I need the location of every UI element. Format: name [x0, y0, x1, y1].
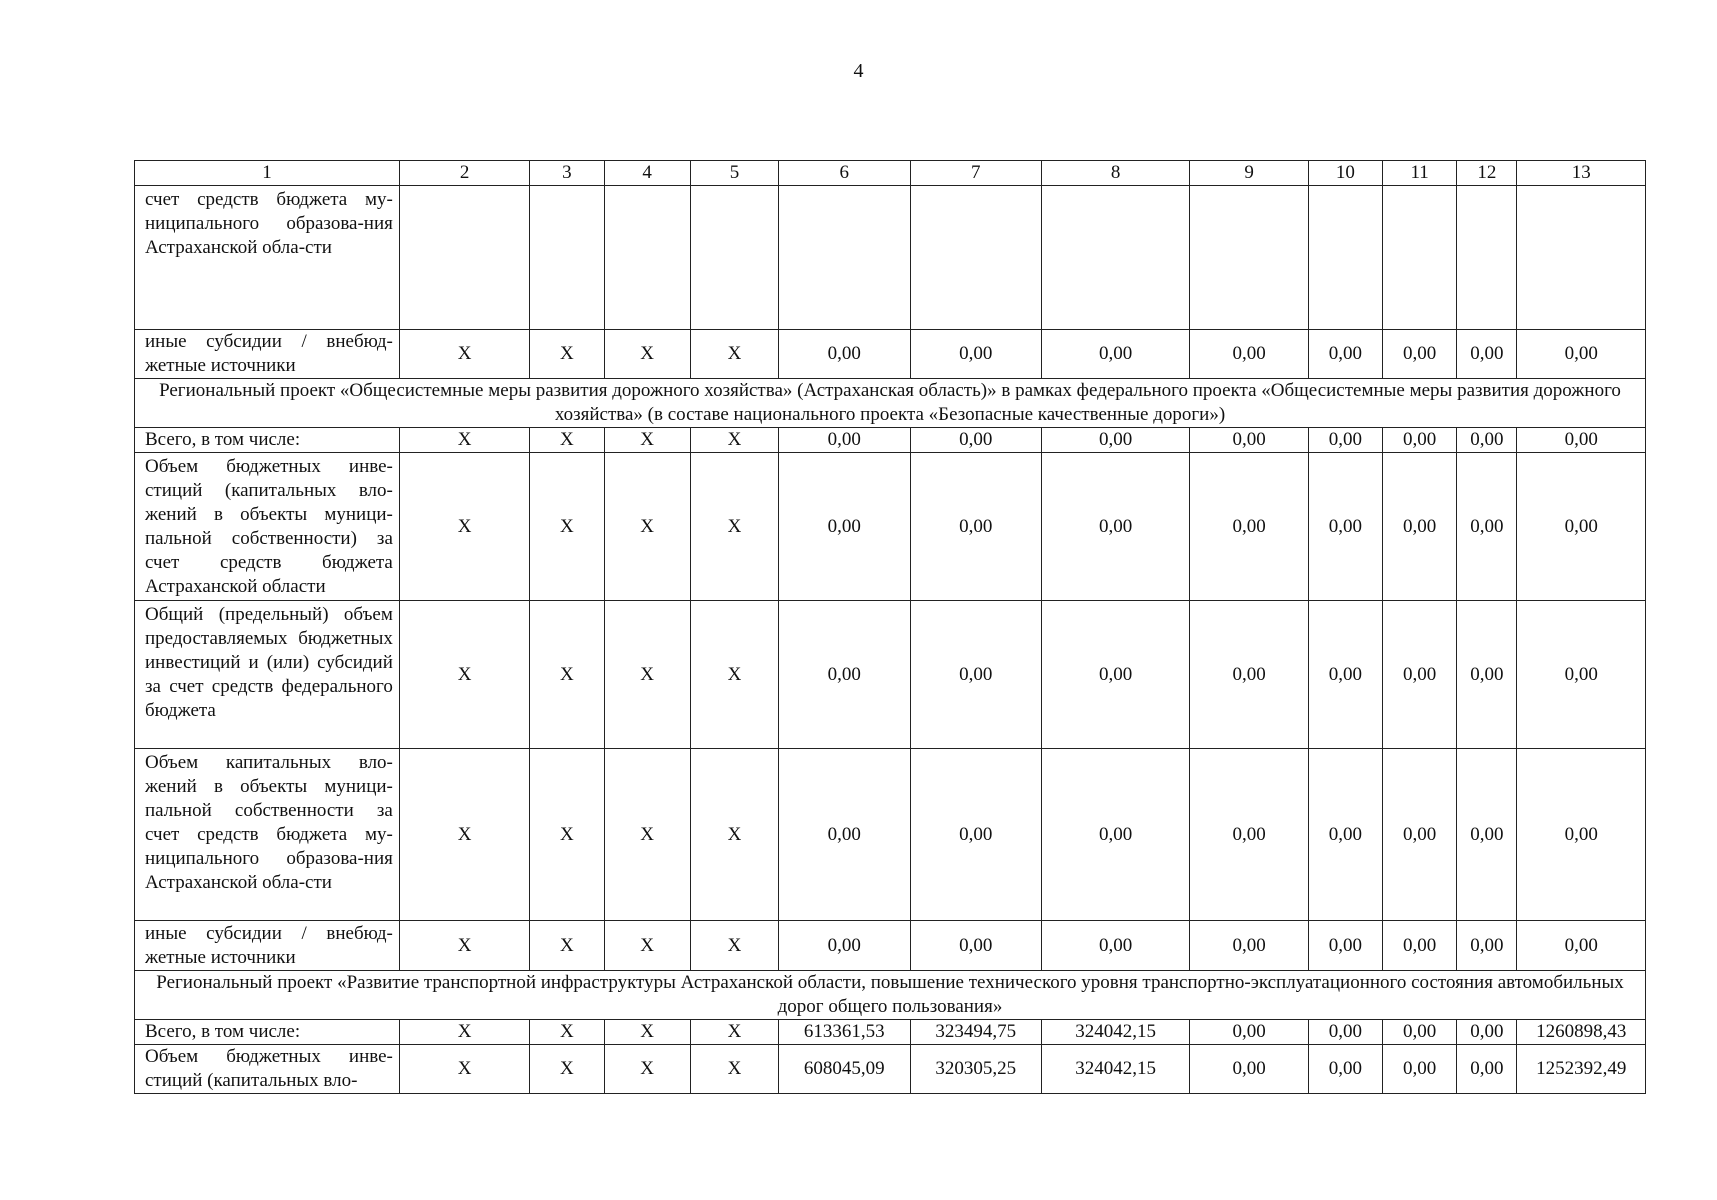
table-cell: 0,00 [1308, 749, 1382, 921]
table-cell: 0,00 [1457, 1020, 1517, 1045]
table-cell: 0,00 [779, 428, 910, 453]
table-cell: 0,00 [1383, 428, 1457, 453]
table-cell: 0,00 [1308, 601, 1382, 749]
column-header: 5 [690, 161, 778, 186]
table-cell: 0,00 [779, 601, 910, 749]
table-cell [910, 186, 1041, 330]
table-cell: 0,00 [910, 601, 1041, 749]
table-cell: 0,00 [1041, 921, 1189, 971]
table-cell: 0,00 [1190, 749, 1308, 921]
table-cell: X [530, 1020, 604, 1045]
section-row [135, 971, 1646, 1020]
table-cell: 324042,15 [1041, 1045, 1189, 1094]
table-cell: 0,00 [1190, 1045, 1308, 1094]
table-cell: 0,00 [779, 330, 910, 379]
budget-table [134, 160, 1646, 1094]
table-row [135, 921, 1646, 971]
table-row [135, 330, 1646, 379]
table-cell: 0,00 [1190, 453, 1308, 601]
table-cell: X [530, 428, 604, 453]
table-cell: X [690, 749, 778, 921]
table-cell: 0,00 [1517, 749, 1646, 921]
table-cell [1190, 186, 1308, 330]
column-header: 6 [779, 161, 910, 186]
page-number: 4 [853, 60, 864, 82]
table-row [135, 749, 1646, 921]
table-cell: X [690, 1020, 778, 1045]
column-header: 8 [1041, 161, 1189, 186]
row-label: иные субсидии / внебюд-жетные источники [135, 921, 400, 971]
table-cell: X [399, 330, 529, 379]
row-label: Всего, в том числе: [135, 1020, 400, 1045]
table-cell: 0,00 [1383, 453, 1457, 601]
table-cell: 0,00 [1517, 601, 1646, 749]
table-cell: 0,00 [1308, 330, 1382, 379]
table-cell: X [530, 749, 604, 921]
table-cell [604, 186, 690, 330]
table-cell: 0,00 [910, 330, 1041, 379]
table-cell: 0,00 [1517, 330, 1646, 379]
table-cell: 0,00 [910, 749, 1041, 921]
table-cell: X [530, 1045, 604, 1094]
column-header: 12 [1457, 161, 1517, 186]
table-cell [399, 186, 529, 330]
table-cell: 0,00 [779, 921, 910, 971]
table-cell: X [690, 428, 778, 453]
table-cell: 608045,09 [779, 1045, 910, 1094]
table-cell: 0,00 [1041, 330, 1189, 379]
table-cell: 0,00 [1517, 428, 1646, 453]
table-row [135, 1020, 1646, 1045]
section-row [135, 379, 1646, 428]
table-cell: X [690, 1045, 778, 1094]
table-cell [530, 186, 604, 330]
table-cell: X [690, 601, 778, 749]
table-cell: 0,00 [1190, 601, 1308, 749]
column-header: 9 [1190, 161, 1308, 186]
table-cell: X [399, 1020, 529, 1045]
table-cell: 0,00 [1457, 749, 1517, 921]
section-title: Региональный проект «Развитие транспортной инфраструктуры Астраханской области, повышение технического уровня транспортно-эксплуатационного состояния автомобильных дорог общего пользования» [135, 971, 1646, 1020]
table-cell: X [604, 921, 690, 971]
table-cell: 0,00 [1383, 749, 1457, 921]
row-label: Объем бюджетных инве-стиций (капитальных вло- [135, 1045, 400, 1094]
table-cell: 0,00 [1457, 1045, 1517, 1094]
table-cell: 324042,15 [1041, 1020, 1189, 1045]
column-header: 13 [1517, 161, 1646, 186]
table-cell: X [604, 1045, 690, 1094]
table-cell: 0,00 [1457, 601, 1517, 749]
table-cell: X [604, 749, 690, 921]
table-cell: 613361,53 [779, 1020, 910, 1045]
table-cell: X [530, 330, 604, 379]
row-label: Объем бюджетных инве-стиций (капитальных вло-жений в объекты муници-пальной собственности) за счет средств бюджета Астраханской области [135, 453, 400, 601]
column-header: 1 [135, 161, 400, 186]
table-row [135, 1045, 1646, 1094]
table-cell: 0,00 [1383, 601, 1457, 749]
table-cell: X [690, 330, 778, 379]
table-row [135, 186, 1646, 330]
table-cell: 0,00 [1457, 453, 1517, 601]
table-cell: 0,00 [1517, 921, 1646, 971]
table-cell: 0,00 [1041, 453, 1189, 601]
table-cell: X [399, 1045, 529, 1094]
table-cell: X [399, 428, 529, 453]
table-cell: 0,00 [1457, 330, 1517, 379]
table-cell: 0,00 [1383, 330, 1457, 379]
column-header: 4 [604, 161, 690, 186]
table-cell: X [399, 453, 529, 601]
column-header: 10 [1308, 161, 1382, 186]
row-label: счет средств бюджета му-ниципального образова-ния Астраханской обла-сти [135, 186, 400, 330]
table-cell: X [399, 749, 529, 921]
table-cell: 0,00 [1308, 921, 1382, 971]
table-cell [1308, 186, 1382, 330]
table-cell: X [604, 601, 690, 749]
table-cell: 0,00 [1308, 1020, 1382, 1045]
column-header: 11 [1383, 161, 1457, 186]
table-cell: X [399, 601, 529, 749]
column-header: 3 [530, 161, 604, 186]
column-header: 7 [910, 161, 1041, 186]
table-row [135, 601, 1646, 749]
table-cell: 0,00 [1457, 921, 1517, 971]
table-cell: 0,00 [779, 749, 910, 921]
table-cell: 0,00 [1190, 428, 1308, 453]
table-cell: 320305,25 [910, 1045, 1041, 1094]
table-cell: 0,00 [1308, 1045, 1382, 1094]
table-cell: 323494,75 [910, 1020, 1041, 1045]
table-cell: X [399, 921, 529, 971]
table-cell: X [530, 453, 604, 601]
row-label: иные субсидии / внебюд-жетные источники [135, 330, 400, 379]
table-cell: 0,00 [1041, 749, 1189, 921]
table-cell: X [530, 601, 604, 749]
table-cell: 0,00 [1041, 601, 1189, 749]
table-cell: 0,00 [779, 453, 910, 601]
table-cell: X [604, 1020, 690, 1045]
table-cell [1041, 186, 1189, 330]
table-cell: X [604, 453, 690, 601]
table-cell: 0,00 [1517, 453, 1646, 601]
table-cell [690, 186, 778, 330]
table-cell: 0,00 [910, 428, 1041, 453]
row-label: Общий (предельный) объем предоставляемых бюджетных инвестиций и (или) субсидий за счет средств федерального бюджета [135, 601, 400, 749]
table-cell: 0,00 [910, 453, 1041, 601]
section-title: Региональный проект «Общесистемные меры развития дорожного хозяйства» (Астраханская область)» в рамках федерального проекта «Общесистемные меры развития дорожного хозяйства» (в составе национального проекта «Безопасные качественные дороги») [135, 379, 1646, 428]
table-cell: 0,00 [1308, 428, 1382, 453]
table-cell: 0,00 [1041, 428, 1189, 453]
table-cell: 0,00 [1383, 1045, 1457, 1094]
table-cell: 0,00 [1190, 921, 1308, 971]
table-cell: X [690, 453, 778, 601]
table-cell [1383, 186, 1457, 330]
table-cell: 0,00 [910, 921, 1041, 971]
table-cell: 1260898,43 [1517, 1020, 1646, 1045]
table-cell [1517, 186, 1646, 330]
header-row [135, 161, 1646, 186]
table-cell: 0,00 [1457, 428, 1517, 453]
column-header: 2 [399, 161, 529, 186]
row-label: Всего, в том числе: [135, 428, 400, 453]
table-cell: X [690, 921, 778, 971]
table-cell: 0,00 [1383, 921, 1457, 971]
table-cell: X [604, 428, 690, 453]
table-cell: X [604, 330, 690, 379]
table-row [135, 428, 1646, 453]
table-cell: 0,00 [1190, 330, 1308, 379]
table-cell: 1252392,49 [1517, 1045, 1646, 1094]
table-cell: 0,00 [1190, 1020, 1308, 1045]
table-cell [779, 186, 910, 330]
table-cell [1457, 186, 1517, 330]
table-cell: X [530, 921, 604, 971]
table-cell: 0,00 [1383, 1020, 1457, 1045]
table-cell: 0,00 [1308, 453, 1382, 601]
table-row [135, 453, 1646, 601]
row-label: Объем капитальных вло-жений в объекты муници-пальной собственности за счет средств бюджета му-ниципального образова-ния Астраханской обла-сти [135, 749, 400, 921]
